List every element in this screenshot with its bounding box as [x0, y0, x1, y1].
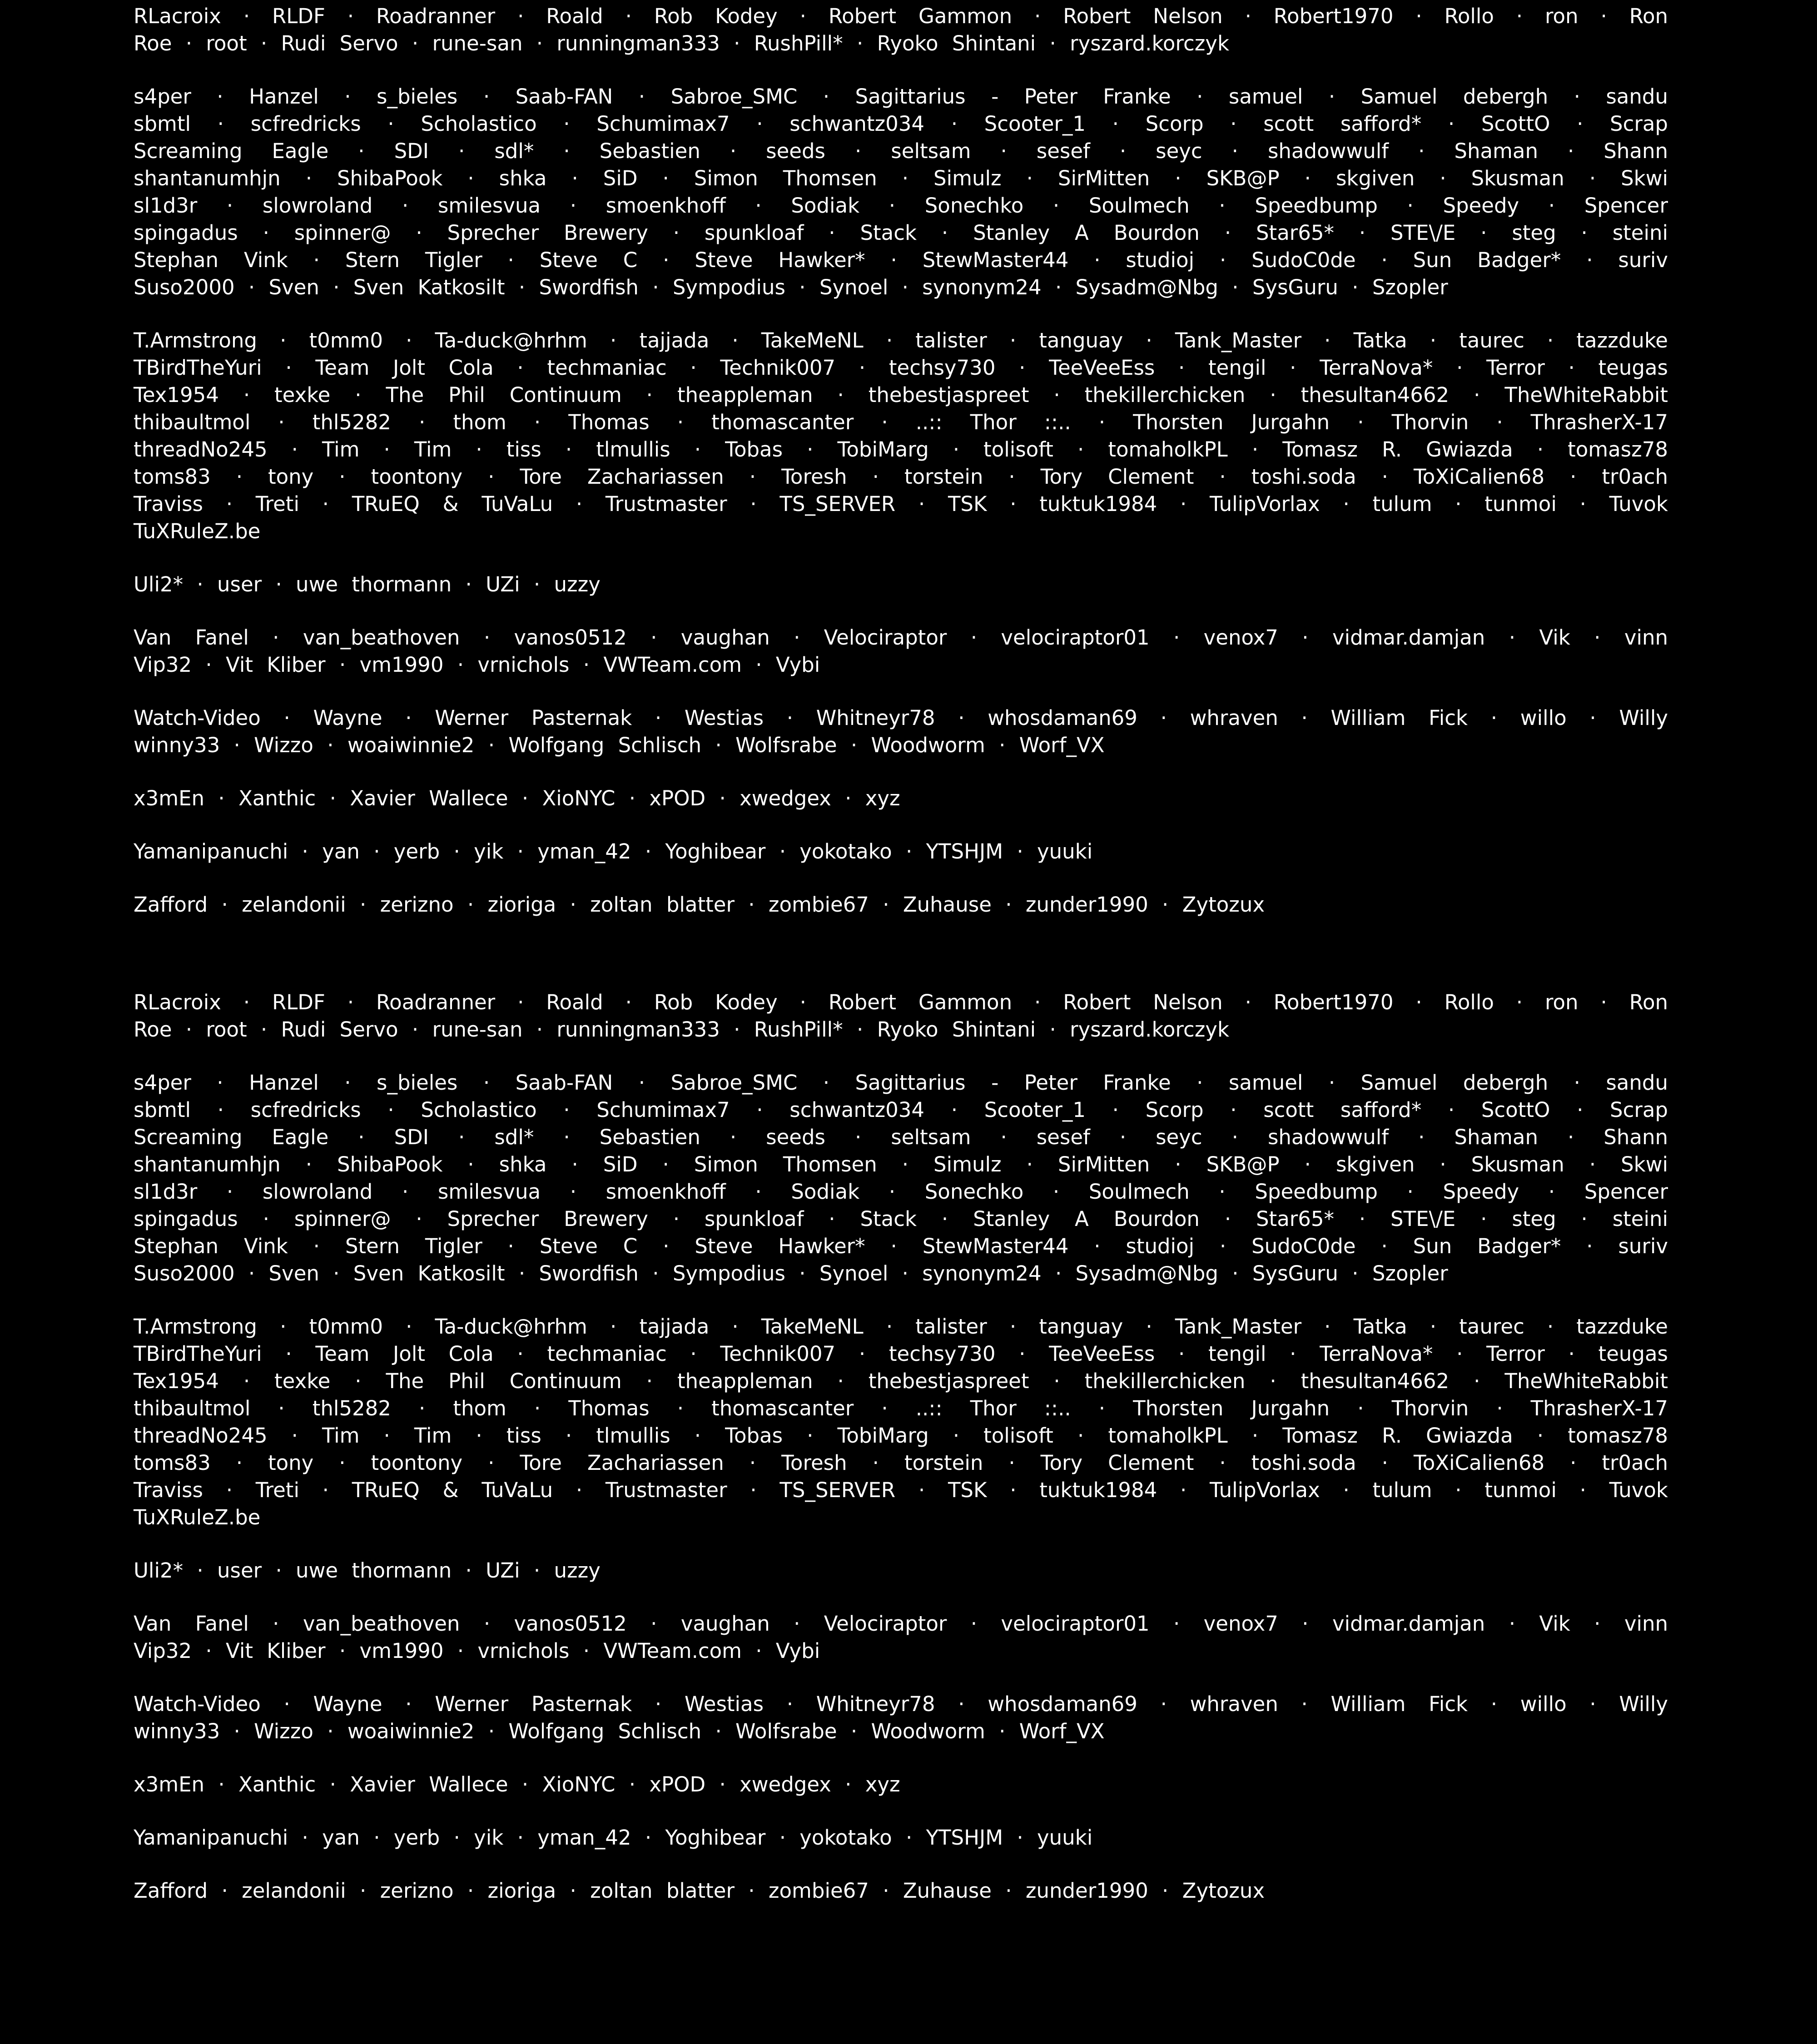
credits-line: sbmtl · scfredricks · Scholastico · Schumimax7 · schwantz034 · Scooter_1 · Scorp · scott safford* · ScottO · Scrap	[134, 112, 1668, 136]
credits-line: Watch-Video · Wayne · Werner Pasternak · Westias · Whitneyr78 · whosdaman69 · whraven · William Fick · willo · Willy	[134, 1692, 1668, 1716]
credits-paragraph-y	[134, 1824, 1668, 1851]
credits-paragraph-v	[134, 1610, 1668, 1665]
credits-line: Screaming Eagle · SDI · sdl* · Sebastien · seeds · seltsam · sesef · seyc · shadowwulf · Shaman · Shann	[134, 1125, 1668, 1149]
credits-line: T.Armstrong · t0mm0 · Ta-duck@hrhm · tajjada · TakeMeNL · talister · tanguay · Tank_Master · Tatka · taurec · tazzduke	[134, 328, 1668, 352]
credits-paragraph-w	[134, 704, 1668, 759]
credits-paragraph-w	[134, 1691, 1668, 1745]
credits-line: Stephan Vink · Stern Tigler · Steve C · Steve Hawker* · StewMaster44 · studioj · SudoC0de · Sun Badger* · suriv	[134, 248, 1668, 272]
credits-line: spingadus · spinner@ · Sprecher Brewery · spunkloaf · Stack · Stanley A Bourdon · Star65* · STE\/E · steg · steini	[134, 1207, 1668, 1231]
credits-paragraph-s	[134, 83, 1668, 301]
credits-line: spingadus · spinner@ · Sprecher Brewery · spunkloaf · Stack · Stanley A Bourdon · Star65* · STE\/E · steg · steini	[134, 221, 1668, 245]
credits-paragraph-z	[134, 891, 1668, 918]
credits-line: TBirdTheYuri · Team Jolt Cola · techmaniac · Technik007 · techsy730 · TeeVeeEss · tengil · TerraNova* · Terror · teugas	[134, 1342, 1668, 1366]
credits-line: TuXRuleZ.be	[134, 519, 261, 543]
credits-line: Uli2* · user · uwe thormann · UZi · uzzy	[134, 572, 601, 596]
credits-line: Tex1954 · texke · The Phil Continuum · theappleman · thebestjaspreet · thekillerchicken · thesultan4662 · TheWhiteRabbit	[134, 383, 1668, 407]
credits-line: Zafford · zelandonii · zerizno · zioriga · zoltan blatter · zombie67 · Zuhause · zunder1990 · Zytozux	[134, 893, 1265, 917]
credits-line: Yamanipanuchi · yan · yerb · yik · yman_42 · Yoghibear · yokotako · YTSHJM · yuuki	[134, 1826, 1093, 1850]
credits-line: Tex1954 · texke · The Phil Continuum · theappleman · thebestjaspreet · thekillerchicken · thesultan4662 · TheWhiteRabbit	[134, 1369, 1668, 1393]
credits-paragraph-t	[134, 1313, 1668, 1531]
credits-line: toms83 · tony · toontony · Tore Zachariassen · Toresh · torstein · Tory Clement · toshi.soda · ToXiCalien68 · tr0ach	[134, 465, 1668, 489]
credits-line: threadNo245 · Tim · Tim · tiss · tlmullis · Tobas · TobiMarg · tolisoft · tomaholkPL · Tomasz R. Gwiazda · tomasz78	[134, 437, 1668, 461]
credits-line: Vip32 · Vit Kliber · vm1990 · vrnichols · VWTeam.com · Vybi	[134, 1639, 820, 1663]
credits-paragraph-x	[134, 1771, 1668, 1798]
credits-line: RLacroix · RLDF · Roadranner · Roald · Rob Kodey · Robert Gammon · Robert Nelson · Robert1970 · Rollo · ron · Ron	[134, 990, 1668, 1014]
credits-line: Vip32 · Vit Kliber · vm1990 · vrnichols · VWTeam.com · Vybi	[134, 653, 820, 677]
credits-line: shantanumhjn · ShibaPook · shka · SiD · Simon Thomsen · Simulz · SirMitten · SKB@P · skgiven · Skusman · Skwi	[134, 166, 1668, 190]
credits-paragraph-t	[134, 327, 1668, 545]
credits-line: RLacroix · RLDF · Roadranner · Roald · Rob Kodey · Robert Gammon · Robert Nelson · Robert1970 · Rollo · ron · Ron	[134, 4, 1668, 28]
credits-paragraph-v	[134, 624, 1668, 679]
credits-paragraph-r	[134, 989, 1668, 1043]
credits-paragraph-u	[134, 1557, 1668, 1584]
credits-line: sl1d3r · slowroland · smilesvua · smoenkhoff · Sodiak · Sonechko · Soulmech · Speedbump · Speedy · Spencer	[134, 1180, 1668, 1204]
credits-paragraph-z	[134, 1877, 1668, 1905]
credits-line: toms83 · tony · toontony · Tore Zachariassen · Toresh · torstein · Tory Clement · toshi.soda · ToXiCalien68 · tr0ach	[134, 1451, 1668, 1475]
credits-line: Stephan Vink · Stern Tigler · Steve C · Steve Hawker* · StewMaster44 · studioj · SudoC0de · Sun Badger* · suriv	[134, 1234, 1668, 1258]
credits-list-copy-2	[134, 989, 1668, 1905]
credits-line: Van Fanel · van_beathoven · vanos0512 · vaughan · Velociraptor · velociraptor01 · venox7 · vidmar.damjan · Vik · vinn	[134, 1612, 1668, 1636]
credits-line: Yamanipanuchi · yan · yerb · yik · yman_42 · Yoghibear · yokotako · YTSHJM · yuuki	[134, 839, 1093, 863]
credits-line: Zafford · zelandonii · zerizno · zioriga · zoltan blatter · zombie67 · Zuhause · zunder1990 · Zytozux	[134, 1879, 1265, 1903]
credits-line: Suso2000 · Sven · Sven Katkosilt · Swordfish · Sympodius · Synoel · synonym24 · Sysadm@Nbg · SysGuru · Szopler	[134, 1261, 1448, 1285]
credits-list-copy-1	[134, 3, 1668, 918]
credits-line: Uli2* · user · uwe thormann · UZi · uzzy	[134, 1558, 601, 1583]
credits-line: Traviss · Treti · TRuEQ & TuVaLu · Trustmaster · TS_SERVER · TSK · tuktuk1984 · TulipVorlax · tulum · tunmoi · Tuvok	[134, 1478, 1668, 1502]
credits-paragraph-x	[134, 785, 1668, 812]
credits-line: s4per · Hanzel · s_bieles · Saab-FAN · Sabroe_SMC · Sagittarius - Peter Franke · samuel · Samuel debergh · sandu	[134, 1071, 1668, 1095]
credits-page	[134, 3, 1668, 1930]
credits-line: threadNo245 · Tim · Tim · tiss · tlmullis · Tobas · TobiMarg · tolisoft · tomaholkPL · Tomasz R. Gwiazda · tomasz78	[134, 1424, 1668, 1448]
credits-line: Screaming Eagle · SDI · sdl* · Sebastien · seeds · seltsam · sesef · seyc · shadowwulf · Shaman · Shann	[134, 139, 1668, 163]
credits-line: shantanumhjn · ShibaPook · shka · SiD · Simon Thomsen · Simulz · SirMitten · SKB@P · skgiven · Skusman · Skwi	[134, 1152, 1668, 1176]
credits-line: x3mEn · Xanthic · Xavier Wallece · XioNYC · xPOD · xwedgex · xyz	[134, 1772, 900, 1796]
credits-line: winny33 · Wizzo · woaiwinnie2 · Wolfgang Schlisch · Wolfsrabe · Woodworm · Worf_VX	[134, 1719, 1105, 1743]
credits-line: Roe · root · Rudi Servo · rune-san · runningman333 · RushPill* · Ryoko Shintani · ryszard.korczyk	[134, 1017, 1230, 1042]
credits-line: Roe · root · Rudi Servo · rune-san · runningman333 · RushPill* · Ryoko Shintani · ryszard.korczyk	[134, 31, 1230, 55]
credits-paragraph-y	[134, 838, 1668, 865]
credits-line: winny33 · Wizzo · woaiwinnie2 · Wolfgang Schlisch · Wolfsrabe · Woodworm · Worf_VX	[134, 733, 1105, 757]
credits-line: sbmtl · scfredricks · Scholastico · Schumimax7 · schwantz034 · Scooter_1 · Scorp · scott safford* · ScottO · Scrap	[134, 1098, 1668, 1122]
credits-line: x3mEn · Xanthic · Xavier Wallece · XioNYC · xPOD · xwedgex · xyz	[134, 786, 900, 810]
credits-line: TuXRuleZ.be	[134, 1505, 261, 1529]
credits-paragraph-u	[134, 571, 1668, 598]
credits-line: thibaultmol · thl5282 · thom · Thomas · thomascanter · ..:: Thor ::.. · Thorsten Jurgahn · Thorvin · ThrasherX-17	[134, 1396, 1668, 1420]
credits-paragraph-r	[134, 3, 1668, 57]
credits-line: thibaultmol · thl5282 · thom · Thomas · thomascanter · ..:: Thor ::.. · Thorsten Jurgahn · Thorvin · ThrasherX-17	[134, 410, 1668, 434]
credits-line: s4per · Hanzel · s_bieles · Saab-FAN · Sabroe_SMC · Sagittarius - Peter Franke · samuel · Samuel debergh · sandu	[134, 84, 1668, 109]
credits-line: Suso2000 · Sven · Sven Katkosilt · Swordfish · Sympodius · Synoel · synonym24 · Sysadm@Nbg · SysGuru · Szopler	[134, 275, 1448, 299]
credits-paragraph-s	[134, 1069, 1668, 1287]
credits-line: Watch-Video · Wayne · Werner Pasternak · Westias · Whitneyr78 · whosdaman69 · whraven · William Fick · willo · Willy	[134, 706, 1668, 730]
credits-line: TBirdTheYuri · Team Jolt Cola · techmaniac · Technik007 · techsy730 · TeeVeeEss · tengil · TerraNova* · Terror · teugas	[134, 356, 1668, 380]
credits-line: Van Fanel · van_beathoven · vanos0512 · vaughan · Velociraptor · velociraptor01 · venox7 · vidmar.damjan · Vik · vinn	[134, 625, 1668, 650]
credits-line: sl1d3r · slowroland · smilesvua · smoenkhoff · Sodiak · Sonechko · Soulmech · Speedbump · Speedy · Spencer	[134, 193, 1668, 218]
credits-line: Traviss · Treti · TRuEQ & TuVaLu · Trustmaster · TS_SERVER · TSK · tuktuk1984 · TulipVorlax · tulum · tunmoi · Tuvok	[134, 492, 1668, 516]
credits-line: T.Armstrong · t0mm0 · Ta-duck@hrhm · tajjada · TakeMeNL · talister · tanguay · Tank_Master · Tatka · taurec · tazzduke	[134, 1315, 1668, 1339]
